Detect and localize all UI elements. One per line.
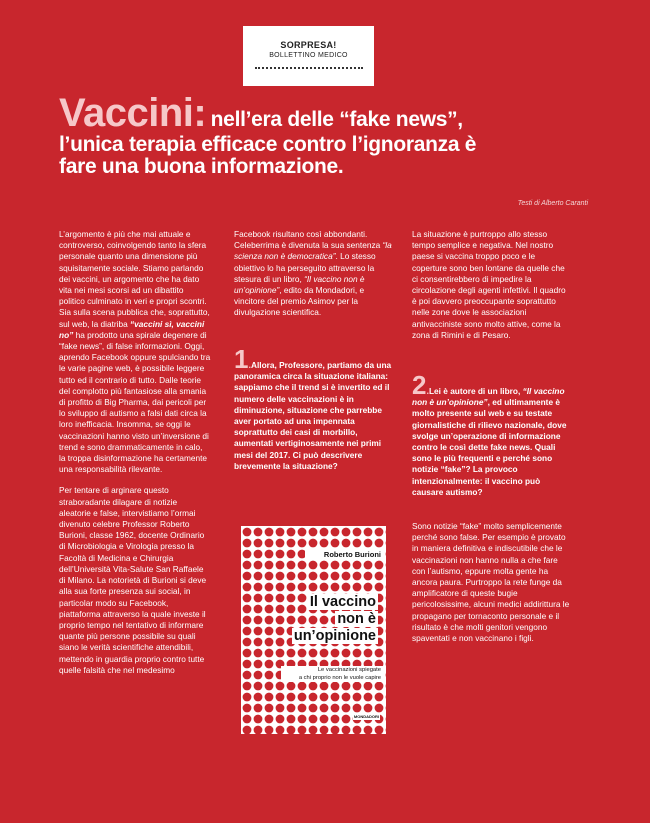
column-1 (59, 229, 211, 686)
cover-dot (287, 572, 296, 581)
cover-dot (331, 649, 340, 658)
cover-dot (265, 671, 274, 680)
cover-dot (287, 704, 296, 713)
cover-dot (265, 561, 274, 570)
book-author: Roberto Burioni (305, 549, 385, 560)
cover-dot (331, 726, 340, 734)
cover-dot (309, 682, 318, 691)
cover-dot (298, 682, 307, 691)
cover-dot (353, 704, 362, 713)
cover-dot (265, 649, 274, 658)
cover-dot (331, 693, 340, 702)
cover-dot (320, 649, 329, 658)
cover-dot (243, 572, 252, 581)
cover-dot (254, 715, 263, 724)
cover-dot (375, 528, 384, 537)
cover-dot (265, 550, 274, 559)
cover-dot (243, 539, 252, 548)
paragraph: Per tentare di arginare questo straboradante dilagare di notizie aleatorie e false, intervistiamo l’ormai divenuto celebre Professor Roberto Burioni, classe 1962, docente Ordinario di Microbiologia e Virologia presso la Facoltà di Medicina e Chirurgia dell’Università Vita-Salute San Raffaele di Milano. La notorietà di Burioni si deve alla sua forte presenza sui social, in particolar modo su Facebook, piattaforma attraverso la quale investe il proprio tempo nel tentativo di informare quante più persone possibile su quali siano le verità scientifiche attendibili, mettendo in guardia proprio contro tutte quelle falsità che nel medesimo (59, 485, 207, 675)
question-1 (234, 344, 394, 472)
cover-dot (375, 649, 384, 658)
text: . Lo stesso obiettivo lo ha perseguito attraverso la stesura di un libro, (234, 251, 376, 284)
cover-dot (243, 649, 252, 658)
cover-dot (331, 539, 340, 548)
dotted-divider (255, 67, 363, 69)
cover-dot (243, 715, 252, 724)
headline (59, 92, 619, 178)
text: Facebook risultano così abbondanti. Celeberrima è divenuta la sua sentenza (234, 229, 381, 251)
cover-dot (364, 539, 373, 548)
cover-dot (364, 704, 373, 713)
headline-line-1: nell’era delle “fake news”, (210, 108, 463, 131)
cover-dot (353, 682, 362, 691)
cover-dot (320, 693, 329, 702)
cover-dot (265, 660, 274, 669)
cover-dot (364, 726, 373, 734)
cover-dot (353, 726, 362, 734)
paragraph: Sono notizie “fake” molto semplicemente perché sono false. Per esempio è provato in maniera definitiva e indiscutibile che le vaccinazioni non hanno nulla a che fare con l’autismo, eppure molta gente ha ancora paura. Purtroppo la rete funge da amplificatore di queste bugie pericolosissime, alcuni medici addirittura le propagano per tornaconto personale e il risultato è che molti genitori vengono spaventati e non vaccinano i figli. (412, 521, 570, 644)
cover-dot (276, 693, 285, 702)
cover-dot (320, 715, 329, 724)
author-credit: Testi di Alberto Caranti (517, 200, 588, 207)
text: ha prodotto una spirale degenere di “fake news”, di false informazioni. Oggi, aprendo Facebook oppure spulciando tra le varie pagine web, è possibile leggere tutto ed il contrario di tutto. Dalle teorie del complotto più fantasiose alla smania di profitto di Big Pharma, dai pericoli per lo sviluppo di autismo a falsi dati circa la loro inefficacia. Insomma, se oggi le vaccinazioni hanno visto un’inversione di trend e sono drammaticamente in calo, la troppa disinformazione ha certamente una responsabilità rilevante. (59, 329, 211, 475)
cover-dot (364, 572, 373, 581)
cover-dot (243, 561, 252, 570)
cover-dot (364, 561, 373, 570)
cover-dot (364, 649, 373, 658)
cover-dot (254, 660, 263, 669)
cover-dot (276, 682, 285, 691)
cover-dot (342, 726, 351, 734)
cover-dot (265, 693, 274, 702)
cover-dot (276, 715, 285, 724)
cover-dot (254, 605, 263, 614)
cover-dot (254, 638, 263, 647)
emphasis: “la scienza non è democratica” (234, 240, 392, 262)
column-2 (234, 229, 394, 329)
cover-dot (364, 528, 373, 537)
cover-dot (276, 561, 285, 570)
question-text: , ed ultimamente è molto presente sul web e su testate giornalistiche di rilievo nazionale, dove svolge un’operazione di informazione contro le così dette fake news. Quali sono le più frequenti e perché sono notizie “fake”? La provoco intenzionalmente: il vaccino può causare autismo? (412, 397, 567, 497)
cover-dot (254, 671, 263, 680)
paragraph (59, 229, 211, 475)
cover-dot (353, 572, 362, 581)
paragraph: La situazione è purtroppo allo stesso tempo semplice e negativa. Nel nostro paese si vaccina troppo poco e le coperture sono ben lontane da quelle che ci consentirebbero di impedire la circolazione degli agenti infettivi. Il quadro è poi davvero preoccupante soprattutto nelle zone dove le associazioni antivacciniste sono molto attive, come la zona di Rimini e di Pesaro. (412, 229, 566, 340)
cover-dot (353, 649, 362, 658)
cover-dot (320, 528, 329, 537)
cover-dot (243, 627, 252, 636)
book-subtitle-line: Le vaccinazioni spiegate (317, 667, 381, 673)
cover-dot (320, 572, 329, 581)
cover-dot (265, 539, 274, 548)
question-text: Lei è autore di un libro, (428, 386, 521, 396)
cover-dot (254, 704, 263, 713)
cover-dot (276, 649, 285, 658)
book-cover (241, 526, 386, 734)
book-subtitle-line: a chi proprio non le vuole capire (298, 675, 381, 681)
emphasis: “vaccini sì, vaccini no” (59, 318, 205, 340)
cover-dot (265, 715, 274, 724)
question-number: 1 (234, 344, 249, 374)
cover-dot (254, 572, 263, 581)
cover-dot (287, 583, 296, 592)
cover-dot (309, 539, 318, 548)
book-subtitle (281, 666, 384, 682)
cover-dot (342, 539, 351, 548)
emphasis: “Il vaccino non è un’opinione” (412, 386, 565, 408)
cover-dot (265, 583, 274, 592)
section-tag (243, 26, 374, 86)
cover-dot (287, 715, 296, 724)
cover-dot (243, 671, 252, 680)
cover-dot (265, 704, 274, 713)
cover-dot (243, 638, 252, 647)
cover-dot (298, 561, 307, 570)
column-3-answer (412, 521, 572, 654)
emphasis: “Il vaccino non è un’opinione” (234, 273, 365, 296)
cover-dot (254, 550, 263, 559)
cover-dot (298, 704, 307, 713)
cover-dot (375, 693, 384, 702)
cover-dot (331, 583, 340, 592)
cover-dot (375, 539, 384, 548)
cover-dot (298, 572, 307, 581)
cover-dot (254, 539, 263, 548)
cover-dot (342, 682, 351, 691)
cover-dot (320, 682, 329, 691)
cover-dot (298, 583, 307, 592)
book-title-line: Il vaccino (309, 594, 376, 610)
cover-dot (364, 583, 373, 592)
cover-dot (287, 693, 296, 702)
cover-dot (287, 649, 296, 658)
cover-dot (375, 726, 384, 734)
cover-dot (342, 693, 351, 702)
cover-dot (364, 682, 373, 691)
cover-dot (265, 726, 274, 734)
cover-dot (342, 649, 351, 658)
cover-dot (375, 704, 384, 713)
cover-dot (309, 715, 318, 724)
cover-dot (254, 583, 263, 592)
cover-dot (353, 583, 362, 592)
cover-dot (254, 561, 263, 570)
cover-dot (331, 561, 340, 570)
cover-dot (287, 682, 296, 691)
cover-dot (254, 649, 263, 658)
cover-dot (309, 726, 318, 734)
cover-dot (342, 561, 351, 570)
book-title (268, 594, 378, 645)
cover-dot (243, 726, 252, 734)
cover-dot (254, 594, 263, 603)
cover-dot (243, 660, 252, 669)
book-publisher: MONDADORI (353, 714, 379, 719)
cover-dot (276, 726, 285, 734)
cover-dot (243, 616, 252, 625)
cover-dot (254, 726, 263, 734)
section-subtitle: BOLLETTINO MEDICO (269, 52, 348, 59)
text: L’argomento è più che mai attuale e controverso, coinvolgendo tanto la sfera personale quanto una dimensione più squisitamente sociale. Stiamo parlando dei vaccini, un argomento che ha dato vita nei mesi scorsi ad un dibattito politico culminato in veri e propri scontri. Sia sulla scena pubblica che, soprattutto, sul web, la diatriba (59, 229, 210, 329)
cover-dot (309, 572, 318, 581)
cover-dot (276, 704, 285, 713)
question-dot: . (426, 386, 429, 396)
section-title: SORPRESA! (280, 40, 337, 50)
cover-dot (265, 528, 274, 537)
cover-dot (276, 528, 285, 537)
cover-dot (320, 561, 329, 570)
book-title-line: un’opinione (293, 628, 376, 644)
cover-dot (243, 693, 252, 702)
cover-dot (342, 572, 351, 581)
cover-dot (298, 539, 307, 548)
cover-dot (342, 715, 351, 724)
cover-dot (243, 605, 252, 614)
cover-dot (243, 550, 252, 559)
cover-dot (331, 715, 340, 724)
cover-dot (287, 561, 296, 570)
question-2 (412, 370, 572, 498)
cover-dot (353, 528, 362, 537)
cover-dot (298, 649, 307, 658)
cover-dot (254, 693, 263, 702)
cover-dot (331, 572, 340, 581)
cover-dot (353, 693, 362, 702)
cover-dot (298, 726, 307, 734)
question-text: Allora, Professore, partiamo da una panoramica circa la situazione italiana: sappiamo che il trend si è invertito ed il numero delle vaccinazioni è in diminuzione, situazione che parrebbe aver portato ad una impennata soprattutto dei casi di morbillo, aumentati vertiginosamente nei primi mesi del 2017. Ci può descrivere brevemente la situazione? (234, 360, 392, 471)
cover-dot (254, 616, 263, 625)
cover-dot (320, 539, 329, 548)
headline-line-2: l’unica terapia efficace contro l’ignoranza è (59, 133, 477, 156)
cover-dot (331, 528, 340, 537)
cover-dot (331, 704, 340, 713)
cover-dot (320, 726, 329, 734)
cover-dot (309, 704, 318, 713)
question-dot: . (248, 360, 251, 370)
cover-dot (298, 693, 307, 702)
book-title-line: non è (337, 611, 376, 627)
headline-line-3: fare una buona informazione. (59, 155, 344, 179)
cover-dot (320, 704, 329, 713)
paragraph (234, 229, 394, 319)
cover-dot (342, 583, 351, 592)
cover-dot (342, 704, 351, 713)
cover-dot (287, 550, 296, 559)
cover-dot (254, 682, 263, 691)
text: , edito da Mondadori, e vincitore del premio Asimov per la divulgazione scientifica. (234, 285, 365, 318)
cover-dot (331, 682, 340, 691)
cover-dot (265, 682, 274, 691)
cover-dot (243, 528, 252, 537)
cover-dot (298, 528, 307, 537)
headline-keyword: Vaccini: (59, 91, 207, 135)
cover-dot (364, 693, 373, 702)
cover-dot (353, 561, 362, 570)
cover-dot (309, 693, 318, 702)
cover-dot (254, 528, 263, 537)
cover-dot (287, 528, 296, 537)
cover-dot (243, 583, 252, 592)
cover-dot (309, 528, 318, 537)
cover-dot (309, 561, 318, 570)
cover-dot (298, 715, 307, 724)
cover-dot (243, 682, 252, 691)
cover-dot (375, 572, 384, 581)
cover-dot (309, 649, 318, 658)
question-number: 2 (412, 370, 427, 400)
cover-dot (353, 539, 362, 548)
cover-dot (375, 561, 384, 570)
cover-dot (375, 682, 384, 691)
cover-dot (276, 539, 285, 548)
cover-dot (243, 704, 252, 713)
cover-dot (254, 627, 263, 636)
cover-dot (276, 572, 285, 581)
cover-dot (287, 726, 296, 734)
cover-dot (265, 572, 274, 581)
cover-dot (287, 539, 296, 548)
cover-dot (309, 583, 318, 592)
cover-dot (320, 583, 329, 592)
cover-dot (243, 594, 252, 603)
column-3 (412, 229, 572, 351)
cover-dot (342, 528, 351, 537)
cover-dot (276, 583, 285, 592)
cover-dot (375, 583, 384, 592)
cover-dot (276, 550, 285, 559)
